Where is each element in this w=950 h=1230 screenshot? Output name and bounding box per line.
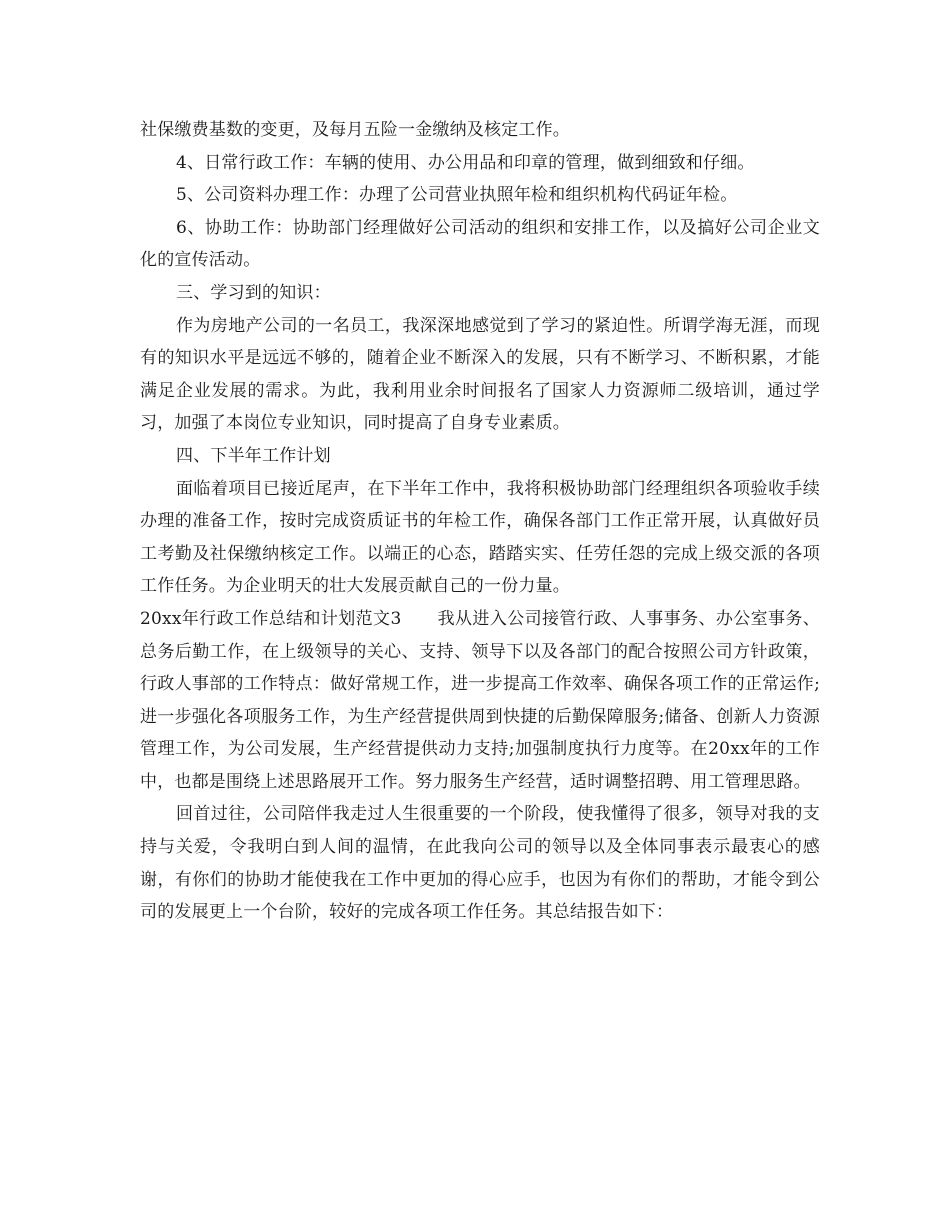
section-heading-learning: 三、学习到的知识：: [176, 282, 331, 303]
section-heading-plan: 四、下半年工作计划: [176, 445, 331, 466]
paragraph-continuation: 社保缴费基数的变更，及每月五险一金缴纳及核定工作。: [140, 120, 570, 140]
article-title-and-intro: [140, 603, 820, 799]
document-body: [140, 114, 820, 929]
paragraph-intro: 我从进入公司接管行政、人事事务、办公室事务、总务后勤工作，在上级领导的关心、支持、领导下以及各部门的配合按照公司方针政策，行政人事部的工作特点：做好常规工作，进一步提高工作效率、确保各项工作的正常运作;进一步强化各项服务工作，为生产经营提供周到快捷的后勤保障服务;储备、创新人力资源管理工作，为公司发展，生产经营提供动力支持;加强制度执行力度等。在20xx年的工作中，也都是围绕上述思路展开工作。努力服务生产经营，适时调整招聘、用工管理思路。: [140, 608, 820, 792]
list-item-daily-admin: 4、日常行政工作：车辆的使用、办公用品和印章的管理，做到细致和仔细。: [176, 152, 755, 173]
article-title: 20xx年行政工作总结和计划范文3: [140, 608, 402, 629]
list-item-assistance: 6、协助工作：协助部门经理做好公司活动的组织和安排工作，以及搞好公司企业文化的宣传活动。: [140, 217, 820, 271]
paragraph-review: 回首过往，公司陪伴我走过人生很重要的一个阶段，使我懂得了很多，领导对我的支持与关爱，令我明白到人间的温情，在此我向公司的领导以及全体同事表示最衷心的感谢，有你们的协助才能使我在工作中更加的得心应手，也因为有你们的帮助，才能令到公司的发展更上一个台阶，较好的完成各项工作任务。其总结报告如下：: [140, 804, 820, 923]
paragraph-learning: 作为房地产公司的一名员工，我深深地感觉到了学习的紧迫性。所谓学海无涯，而现有的知识水平是远远不够的，随着企业不断深入的发展，只有不断学习、不断积累，才能满足企业发展的需求。为此，我利用业余时间报名了国家人力资源师二级培训，通过学习，加强了本岗位专业知识，同时提高了自身专业素质。: [140, 315, 820, 434]
paragraph-plan: 面临着项目已接近尾声，在下半年工作中，我将积极协助部门经理组织各项验收手续办理的准备工作，按时完成资质证书的年检工作，确保各部门工作正常开展，认真做好员工考勤及社保缴纳核定工作。以端正的心态，踏踏实实、任劳任怨的完成上级交派的各项工作任务。为企业明天的壮大发展贡献自己的一份力量。: [140, 478, 820, 597]
list-item-company-documents: 5、公司资料办理工作：办理了公司营业执照年检和组织机构代码证年检。: [176, 185, 738, 206]
